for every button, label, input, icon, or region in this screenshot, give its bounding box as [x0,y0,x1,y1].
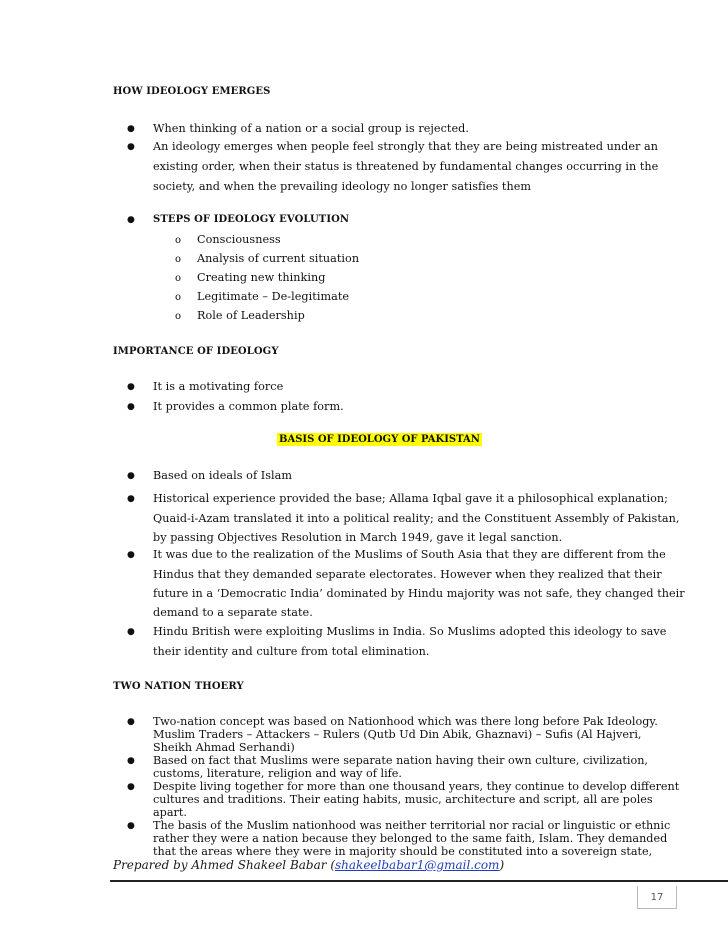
bullet-icon: ● [127,494,135,504]
bullet-icon: ● [127,717,135,727]
circle-bullet-icon: o [175,235,182,246]
list-item: The basis of the Muslim nationhood was neither territorial nor racial or linguistic or ethnic [153,819,671,832]
list-item-continued: existing order, when their status is threatened by fundamental changes occurring in the [153,160,659,173]
list-item-continued: demand to a separate state. [153,606,313,619]
bullet-icon: ● [127,627,135,637]
list-item: Hindu British were exploiting Muslims in India. So Muslims adopted this ideology to save [153,625,667,638]
bullet-icon: ● [127,215,135,225]
circle-bullet-icon: o [175,273,182,284]
bullet-icon: ● [127,756,135,766]
list-item: Based on ideals of Islam [153,469,293,482]
list-item: Based on fact that Muslims were separate nation having their own culture, civilization, [153,754,648,767]
list-item: It is a motivating force [153,380,284,393]
list-item-continued: by passing Objectives Resolution in March 1949, gave it legal sanction. [153,531,563,544]
list-item-continued: society, and when the prevailing ideology no longer satisfies them [153,180,532,193]
circle-bullet-icon: o [175,292,182,303]
list-item: An ideology emerges when people feel strongly that they are being mistreated under an [153,140,659,153]
list-item-continued: Muslim Traders – Attackers – Rulers (Qutb Ud Din Abik, Ghaznavi) – Sufis (Al Hajveri, [153,728,642,741]
bullet-icon: ● [127,821,135,831]
list-item-continued: apart. [153,806,187,819]
bullet-icon: ● [127,142,135,152]
step-item: Legitimate – De-legitimate [197,290,350,303]
list-item-continued: Hindus that they demanded separate electorates. However when they realized that their [153,568,662,581]
list-item: Despite living together for more than one thousand years, they continue to develop different [153,780,680,793]
heading-steps: STEPS OF IDEOLOGY EVOLUTION [153,214,350,225]
footer-email-link[interactable]: shakeelbabar1@gmail.com [335,858,500,872]
bullet-icon: ● [127,550,135,560]
list-item-continued: Sheikh Ahmad Serhandi) [153,741,295,754]
heading-importance: IMPORTANCE OF IDEOLOGY [113,346,279,357]
footer-suffix: ) [499,858,505,872]
list-item: It provides a common plate form. [153,400,344,413]
list-item-continued: future in a ‘Democratic India’ dominated by Hindu majority was not safe, they changed their [153,587,685,600]
list-item: Historical experience provided the base; Allama Iqbal gave it a philosophical explanation; [153,492,668,505]
bullet-icon: ● [127,402,135,412]
footer-divider [110,880,728,882]
list-item-continued: Quaid-i-Azam translated it into a political reality; and the Constituent Assembly of Pakistan, [153,512,680,525]
bullet-icon: ● [127,124,135,134]
heading-two-nation-theory: TWO NATION THOERY [113,681,244,692]
list-item: When thinking of a nation or a social group is rejected. [153,122,469,135]
page-number: 17 [637,886,677,909]
step-item: Consciousness [197,233,281,246]
list-item-continued: cultures and traditions. Their eating habits, music, architecture and script, all are poles [153,793,653,806]
footer-credit [113,858,504,872]
step-item: Creating new thinking [197,271,326,284]
list-item: Two-nation concept was based on Nationhood which was there long before Pak Ideology. [153,715,658,728]
footer-prefix: Prepared by Ahmed Shakeel Babar ( [113,858,335,872]
circle-bullet-icon: o [175,254,182,265]
list-item: It was due to the realization of the Muslims of South Asia that they are different from the [153,548,666,561]
list-item-continued: customs, literature, religion and way of life. [153,767,402,780]
circle-bullet-icon: o [175,311,182,322]
heading-basis-highlighted: BASIS OF IDEOLOGY OF PAKISTAN [279,434,480,445]
bullet-icon: ● [127,382,135,392]
bullet-icon: ● [127,782,135,792]
list-item-continued: their identity and culture from total elimination. [153,645,430,658]
step-item: Analysis of current situation [197,252,360,265]
bullet-icon: ● [127,471,135,481]
step-item: Role of Leadership [197,309,305,322]
list-item-continued: rather they were a nation because they belonged to the same faith, Islam. They demanded [153,832,668,845]
heading-how-ideology-emerges: HOW IDEOLOGY EMERGES [113,86,271,97]
list-item-continued: that the areas where they were in majority should be constituted into a sovereign state, [153,845,653,858]
